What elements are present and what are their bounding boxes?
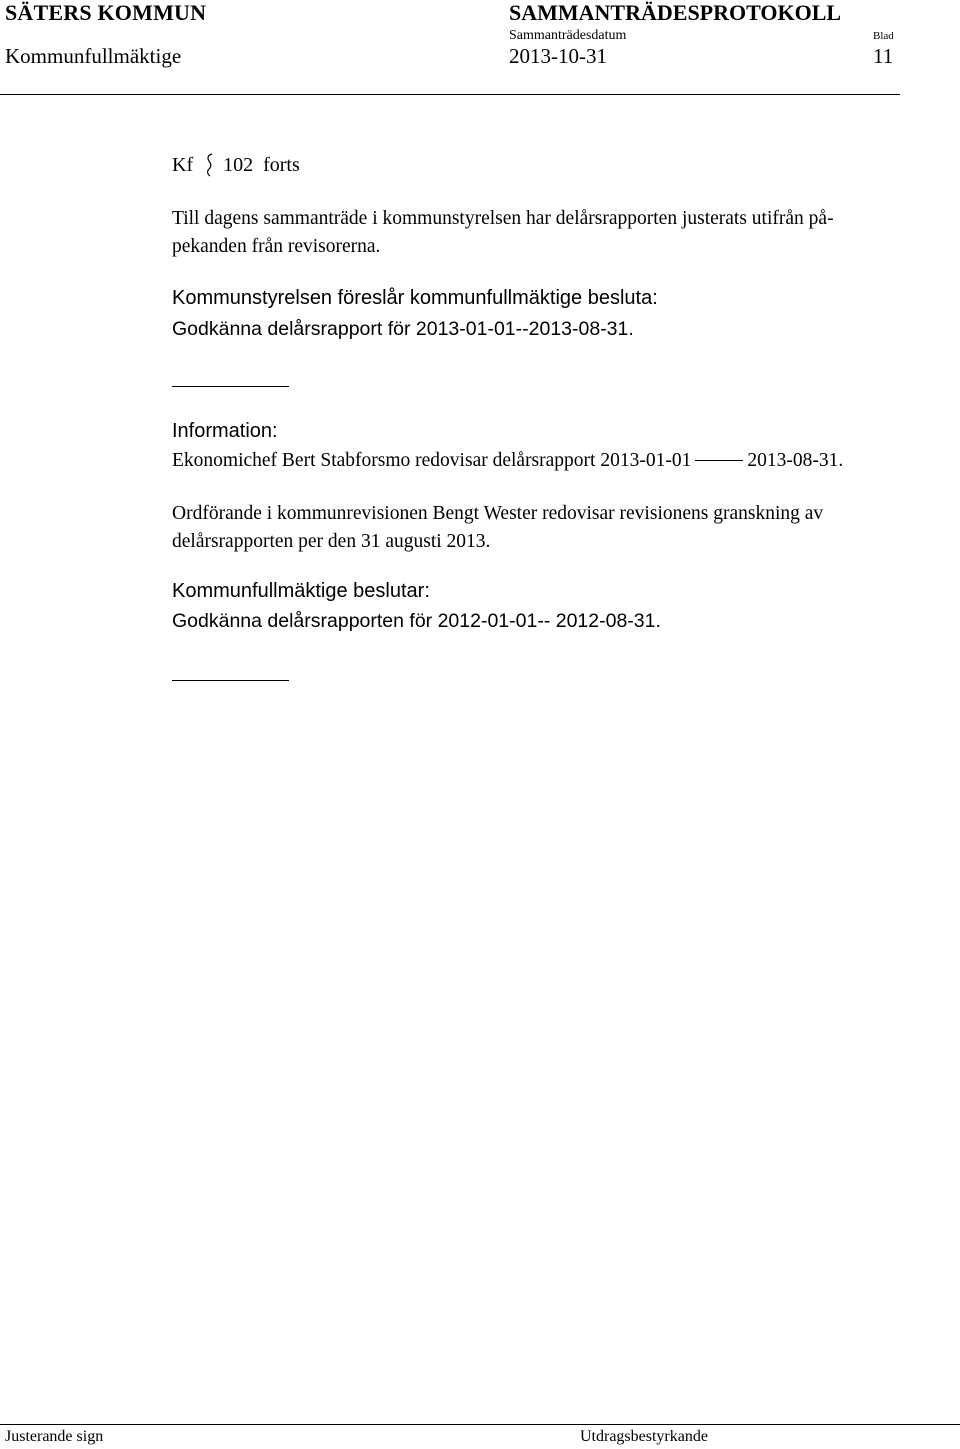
header-divider — [0, 94, 900, 95]
decision-heading: Kommunfullmäktige beslutar: — [172, 580, 430, 602]
paragraph-suffix: forts — [263, 153, 300, 176]
intro-line-2: pekanden från revisorerna. — [172, 236, 381, 257]
document-title: SAMMANTRÄDESPROTOKOLL — [509, 0, 842, 25]
decision-text: Godkänna delårsrapporten för 2012-01-01-- 2012-08-31. — [172, 610, 661, 632]
section-separator — [172, 386, 289, 387]
paragraph-prefix: Kf — [172, 153, 194, 176]
info-text-end: 2013-08-31. — [747, 450, 844, 471]
body-name: Kommunfullmäktige — [5, 44, 182, 68]
long-dash — [695, 460, 743, 461]
date-label: Sammanträdesdatum — [509, 28, 627, 43]
audit-line-2: delårsrapporten per den 31 augusti 2013. — [172, 531, 491, 552]
proposal-text: Godkänna delårsrapport för 2013-01-01--2013-08-31. — [172, 318, 634, 340]
info-heading: Information: — [172, 420, 278, 442]
paragraph-sign-icon — [199, 152, 219, 178]
paragraph-reference — [172, 152, 300, 178]
page-label: Blad — [873, 30, 894, 42]
meeting-date: 2013-10-31 — [509, 44, 607, 68]
section-separator-end — [172, 680, 289, 681]
info-text-start: Ekonomichef Bert Stabforsmo redovisar delårsrapport 2013-01-01 — [172, 450, 692, 471]
footer-divider — [0, 1424, 960, 1425]
proposal-heading: Kommunstyrelsen föreslår kommunfullmäktige besluta: — [172, 287, 658, 309]
audit-line-1: Ordförande i kommunrevisionen Bengt Wester redovisar revisionens granskning av — [172, 503, 824, 524]
footer-initials-label: Justerande sign — [5, 1428, 104, 1445]
page-number: 11 — [873, 44, 894, 68]
paragraph-number: 102 — [223, 153, 254, 176]
info-text — [172, 447, 843, 475]
footer-certification-label: Utdragsbestyrkande — [580, 1428, 708, 1445]
organization-name: SÄTERS KOMMUN — [5, 0, 207, 25]
intro-line-1: Till dagens sammanträde i kommunstyrelsen har delårsrapporten justerats utifrån på- — [172, 208, 834, 229]
